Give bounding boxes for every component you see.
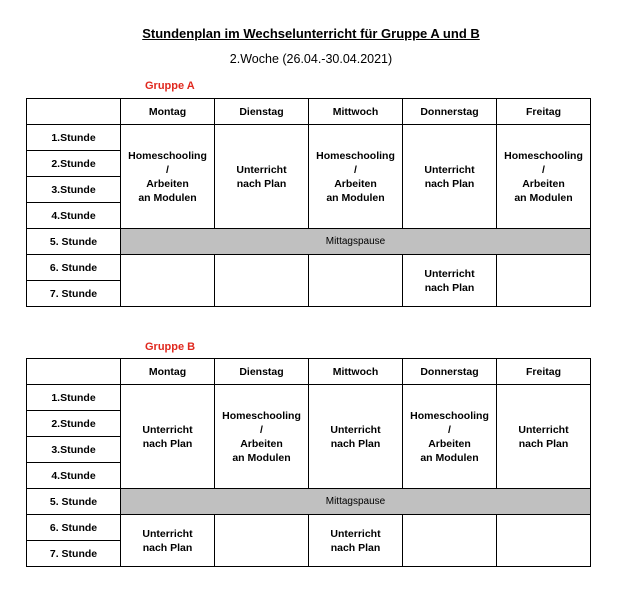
lesson-line: Unterricht <box>236 163 287 176</box>
afternoon-lesson-cell <box>403 255 497 307</box>
lesson-line: Unterricht <box>142 527 193 540</box>
period-row <box>27 255 591 281</box>
group-b-schedule-table <box>26 358 591 567</box>
period-row <box>27 489 591 515</box>
day-header: Donnerstag <box>403 99 497 125</box>
morning-lesson-cell <box>215 125 309 229</box>
period-label: 5. Stunde <box>27 489 121 515</box>
period-label: 3.Stunde <box>27 437 121 463</box>
lesson-line: Unterricht <box>424 267 475 280</box>
lesson-line: nach Plan <box>142 437 193 450</box>
period-label: 6. Stunde <box>27 255 121 281</box>
lesson-text <box>215 409 308 465</box>
week-subtitle: 2.Woche (26.04.-30.04.2021) <box>229 52 393 66</box>
afternoon-lesson-cell <box>497 255 591 307</box>
morning-lesson-cell <box>215 385 309 489</box>
period-row <box>27 125 591 151</box>
lesson-line: Arbeiten <box>146 177 189 190</box>
lesson-line: Arbeiten <box>428 437 471 450</box>
lesson-line: Homeschooling <box>410 409 489 422</box>
group-a-label: Gruppe A <box>145 80 195 92</box>
corner-cell <box>27 359 121 385</box>
lesson-line: nach Plan <box>330 541 381 554</box>
lunch-break-cell: Mittagspause <box>121 229 591 255</box>
afternoon-lesson-cell <box>215 255 309 307</box>
period-label: 1.Stunde <box>27 385 121 411</box>
lesson-line: nach Plan <box>330 437 381 450</box>
afternoon-lesson-cell <box>309 515 403 567</box>
morning-lesson-cell <box>309 125 403 229</box>
lunch-break-cell: Mittagspause <box>121 489 591 515</box>
lesson-line: Homeschooling <box>504 149 583 162</box>
lesson-line: / <box>448 423 451 436</box>
morning-lesson-cell <box>497 125 591 229</box>
lesson-line: Arbeiten <box>240 437 283 450</box>
period-label: 5. Stunde <box>27 229 121 255</box>
afternoon-lesson-cell <box>497 515 591 567</box>
day-header: Montag <box>121 359 215 385</box>
afternoon-lesson-cell <box>215 515 309 567</box>
lesson-line: / <box>354 163 357 176</box>
morning-lesson-cell <box>403 385 497 489</box>
lesson-line: Homeschooling <box>316 149 395 162</box>
lesson-line: Unterricht <box>330 527 381 540</box>
lesson-line: an Modulen <box>514 191 573 204</box>
afternoon-lesson-cell <box>121 515 215 567</box>
lesson-text <box>309 527 402 555</box>
day-header: Donnerstag <box>403 359 497 385</box>
morning-lesson-cell <box>403 125 497 229</box>
lesson-text <box>497 423 590 451</box>
day-header: Freitag <box>497 99 591 125</box>
period-label: 2.Stunde <box>27 151 121 177</box>
lesson-line: Arbeiten <box>522 177 565 190</box>
afternoon-lesson-cell <box>309 255 403 307</box>
period-row <box>27 515 591 541</box>
day-header: Mittwoch <box>309 99 403 125</box>
group-b-label: Gruppe B <box>145 341 196 353</box>
day-header: Dienstag <box>215 99 309 125</box>
lesson-text <box>403 163 496 191</box>
lesson-line: Unterricht <box>518 423 569 436</box>
day-header: Dienstag <box>215 359 309 385</box>
lesson-text <box>309 423 402 451</box>
period-label: 2.Stunde <box>27 411 121 437</box>
lesson-line: an Modulen <box>232 451 291 464</box>
day-header: Freitag <box>497 359 591 385</box>
morning-lesson-cell <box>121 385 215 489</box>
day-header: Mittwoch <box>309 359 403 385</box>
lesson-line: nach Plan <box>142 541 193 554</box>
lesson-line: Unterricht <box>424 163 475 176</box>
morning-lesson-cell <box>497 385 591 489</box>
period-label: 1.Stunde <box>27 125 121 151</box>
lesson-line: nach Plan <box>424 281 475 294</box>
period-label: 4.Stunde <box>27 463 121 489</box>
period-label: 6. Stunde <box>27 515 121 541</box>
afternoon-lesson-cell <box>121 255 215 307</box>
lesson-line: Unterricht <box>330 423 381 436</box>
lesson-text <box>309 149 402 205</box>
group-a-schedule-table <box>26 98 591 307</box>
period-row <box>27 385 591 411</box>
lesson-text <box>121 149 214 205</box>
lesson-line: an Modulen <box>420 451 479 464</box>
period-label: 3.Stunde <box>27 177 121 203</box>
lesson-text <box>121 423 214 451</box>
lesson-line: / <box>166 163 169 176</box>
corner-cell <box>27 99 121 125</box>
lesson-text <box>497 149 590 205</box>
lesson-line: Homeschooling <box>222 409 301 422</box>
lesson-line: an Modulen <box>326 191 385 204</box>
lesson-text <box>121 527 214 555</box>
afternoon-lesson-cell <box>403 515 497 567</box>
morning-lesson-cell <box>121 125 215 229</box>
lesson-text <box>403 267 496 295</box>
lesson-line: an Modulen <box>138 191 197 204</box>
lesson-line: Arbeiten <box>334 177 377 190</box>
lesson-line: nach Plan <box>424 177 475 190</box>
period-label: 4.Stunde <box>27 203 121 229</box>
lesson-line: Homeschooling <box>128 149 207 162</box>
lesson-line: Unterricht <box>142 423 193 436</box>
page-title: Stundenplan im Wechselunterricht für Gruppe A und B <box>142 26 480 41</box>
day-header: Montag <box>121 99 215 125</box>
lesson-line: nach Plan <box>236 177 287 190</box>
morning-lesson-cell <box>309 385 403 489</box>
period-row <box>27 229 591 255</box>
period-label: 7. Stunde <box>27 541 121 567</box>
lesson-line: / <box>542 163 545 176</box>
lesson-line: / <box>260 423 263 436</box>
lesson-text <box>215 163 308 191</box>
lesson-text <box>403 409 496 465</box>
period-label: 7. Stunde <box>27 281 121 307</box>
lesson-line: nach Plan <box>518 437 569 450</box>
